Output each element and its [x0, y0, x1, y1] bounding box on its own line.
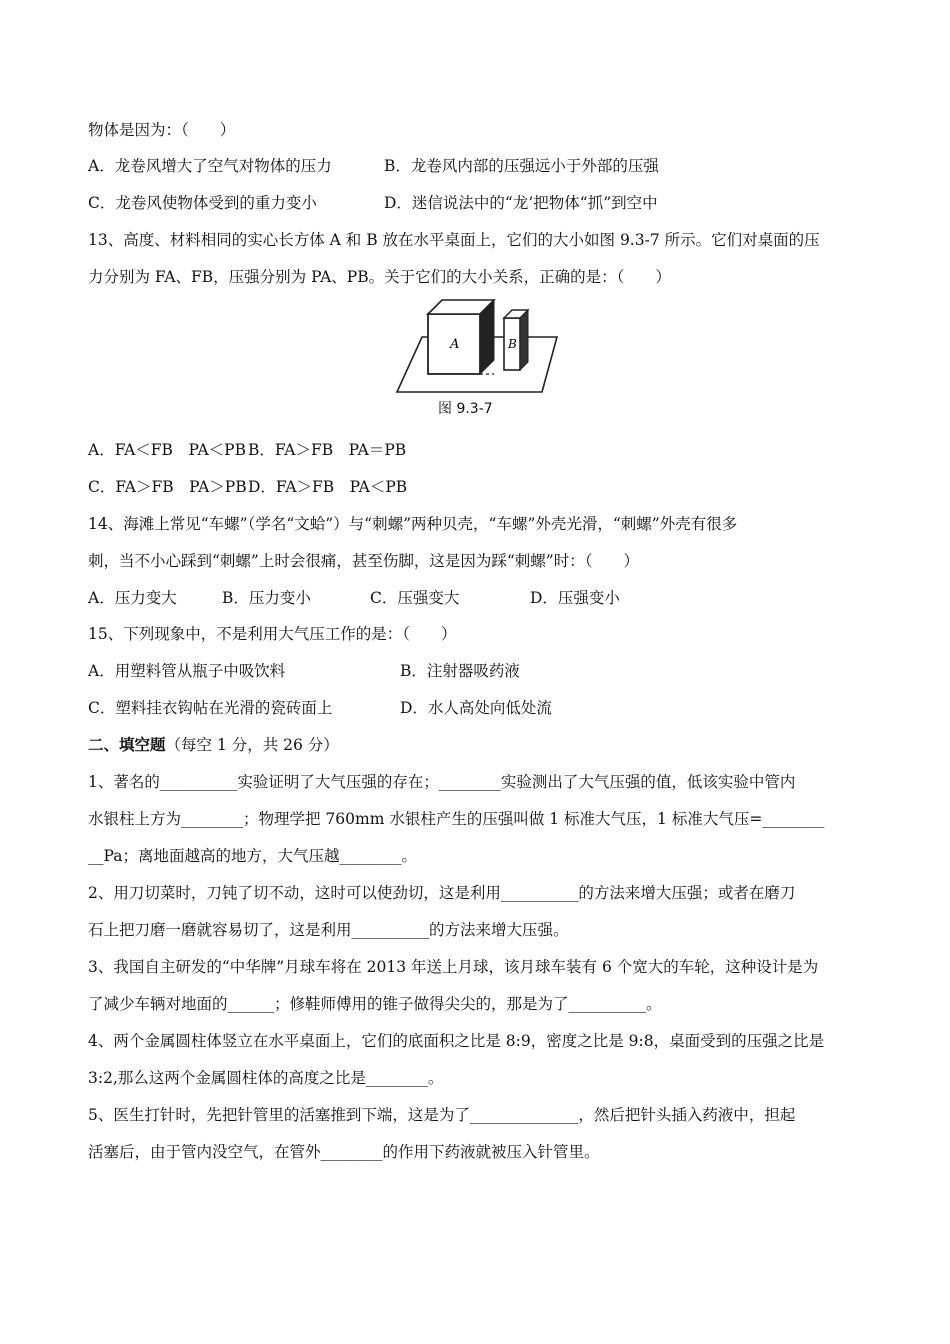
fill-4-line1: 4、两个金属圆柱体竖立在水平桌面上，它们的底面积之比是 8:9，密度之比是 9:8，桌面受到的压强之比是: [88, 1032, 825, 1050]
question-13-line1: 13、高度、材料相同的实心长方体 A 和 B 放在水平桌面上，它们的大小如图 9.3-7 所示。它们对桌面的压: [88, 231, 820, 249]
fill-4-line2: 3:2,那么这两个金属圆柱体的高度之比是________。: [88, 1069, 444, 1087]
fill-5-line1: 5、医生打针时，先把针管里的活塞推到下端，这是为了______________，然后把针头插入药液中，担起: [88, 1106, 796, 1124]
q13-option-c: C．FA＞FB PA＞PB: [88, 478, 247, 496]
q14-option-b: B．压力变小: [222, 589, 311, 607]
q12-option-b: B．龙卷风内部的压强远小于外部的压强: [384, 157, 659, 175]
q15-option-c: C．塑料挂衣钩帖在光滑的瓷砖面上: [88, 699, 333, 717]
fill-3-line2: 了减少车辆对地面的______；修鞋师傅用的锥子做得尖尖的，那是为了__________。: [88, 995, 662, 1013]
fill-2-line1: 2、用刀切菜时，刀钝了切不动，这时可以使劲切，这是利用__________的方法来增大压强；或者在磨刀: [88, 884, 796, 902]
q14-option-c: C．压强变大: [370, 589, 460, 607]
q15-option-b: B．注射器吸药液: [400, 662, 520, 680]
figure-caption: 图 9.3-7: [438, 401, 493, 417]
q13-option-d: D．FA＞FB PA＜PB: [248, 478, 408, 496]
q15-option-a: A．用塑料管从瓶子中吸饮料: [88, 662, 286, 680]
fill-1-line3: __Pa；离地面越高的地方，大气压越________。: [88, 847, 417, 865]
fill-1-line2: 水银柱上方为________；物理学把 760mm 水银柱产生的压强叫做 1 标准大气压，1 标准大气压=________: [88, 810, 825, 828]
q12-option-d: D．迷信说法中的“龙’把物体“抓”到空中: [384, 194, 658, 212]
figure-label-a: A: [450, 337, 460, 352]
section-2-heading: [88, 735, 339, 755]
figure-label-b: B: [508, 337, 517, 351]
q12-option-c: C．龙卷风使物体受到的重力变小: [88, 194, 317, 212]
fill-1-line1: 1、著名的__________实验证明了大气压强的存在；________实验测出了大气压强的值，低该实验中管内: [88, 773, 796, 791]
q13-option-a: A．FA＜FB PA＜PB: [88, 441, 246, 459]
question-12-tail: 物体是因为：（ ）: [88, 121, 236, 139]
q15-option-d: D．水人高处向低处流: [400, 699, 552, 717]
q12-option-a: A．龙卷风增大了空气对物体的压力: [88, 157, 332, 175]
q14-option-a: A．压力变大: [88, 589, 177, 607]
question-13-line2: 力分别为 FA、FB，压强分别为 PA、PB。关于它们的大小关系，正确的是：（ ）: [88, 268, 671, 286]
question-14-line1: 14、海滩上常见“车螺”（学名“文蛤”）与“刺螺”两种贝壳，“车螺”外壳光滑，“刺螺”外壳有很多: [88, 515, 738, 533]
fill-2-line2: 石上把刀磨一磨就容易切了，这是利用__________的方法来增大压强。: [88, 921, 569, 939]
question-14-line2: 刺，当不小心踩到“刺螺”上时会很痛，甚至伤脚，这是因为踩“刺螺”时：（ ）: [88, 552, 639, 570]
q14-option-d: D．压强变小: [530, 589, 620, 607]
section-2-title: 二、填空题: [88, 735, 166, 754]
question-15: 15、下列现象中，不是利用大气压工作的是：（ ）: [88, 625, 457, 643]
section-2-note: （每空 1 分，共 26 分）: [165, 736, 339, 754]
q13-option-b: B．FA＞FB PA＝PB: [248, 441, 407, 459]
fill-5-line2: 活塞后，由于管内没空气，在管外________的作用下药液就被压入针管里。: [88, 1143, 600, 1161]
fill-3-line1: 3、我国自主研发的“中华牌”月球车将在 2013 年送上月球，该月球车装有 6 个宽大的车轮，这种设计是为: [88, 958, 819, 976]
